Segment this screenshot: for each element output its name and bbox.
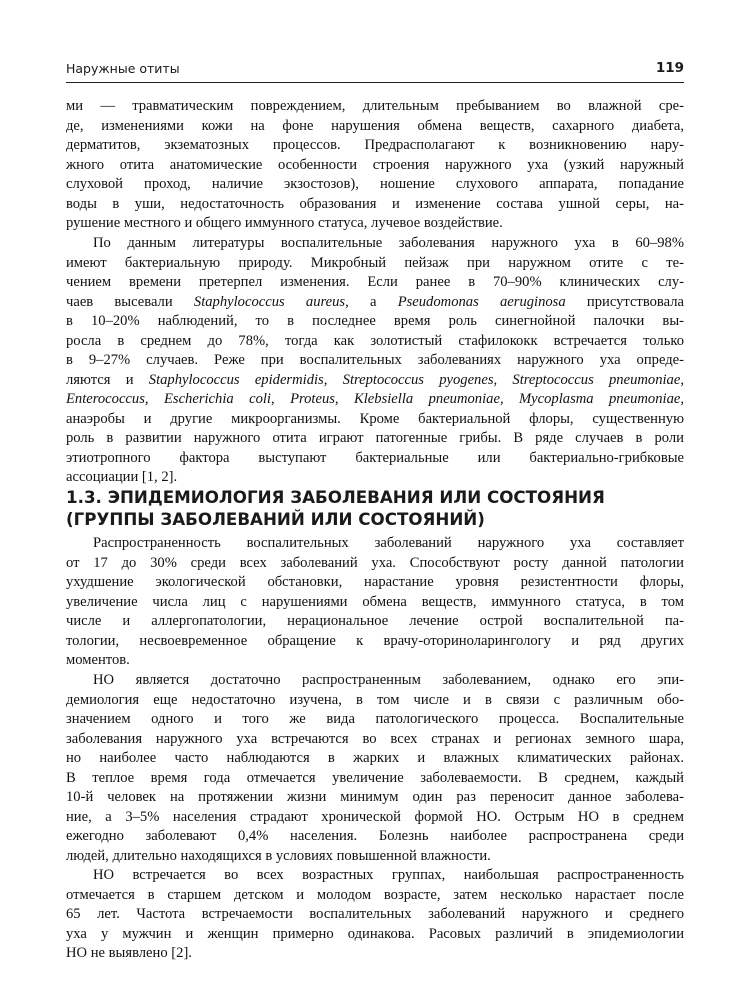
text-line mixed-line bbox=[66, 293, 684, 313]
species-name: Streptococcus pneumoniae bbox=[512, 371, 681, 388]
text-run: чаев высевали bbox=[66, 293, 194, 310]
text-run: , а bbox=[345, 293, 398, 310]
text-line: 65 лет. Частота встречаемости воспалительных заболеваний наружного и среднего bbox=[66, 906, 684, 922]
text-line: тологии, несвоевременное обращение к врачу-оториноларингологу и ряд других bbox=[66, 632, 684, 649]
species-name: Proteus bbox=[290, 391, 335, 407]
text-line: ежегодно заболевают 0,4% населения. Болезнь наиболее распространена среди bbox=[66, 828, 684, 844]
species-name: Pseudomonas aeruginosa bbox=[397, 293, 566, 310]
text-line: моментов. bbox=[66, 652, 130, 668]
species-name: Klebsiella pneumoniae bbox=[354, 391, 500, 407]
header-rule bbox=[66, 82, 684, 83]
paragraph-4 bbox=[66, 671, 684, 866]
text-line: ми — травматическим повреждением, длительным пребыванием во влажной сре- bbox=[66, 98, 684, 114]
text-line: этиотропного фактора выступают бактериальные или бактериально-грибковые bbox=[66, 449, 684, 466]
paragraph-5 bbox=[66, 866, 684, 964]
text-line: НО является достаточно распространенным заболеванием, однако его эпи- bbox=[93, 672, 684, 688]
paragraph-3 bbox=[66, 534, 684, 671]
text-line: ухудшение экологической обстановки, нарастание уровня резистентности флоры, bbox=[66, 574, 684, 590]
text-line: НО не выявлено [2]. bbox=[66, 945, 192, 961]
text-line: отмечается в старшем детском и молодом возрасте, затем несколько нарастает после bbox=[66, 886, 684, 903]
text-line: чением времени претерпел изменения. Если ранее в 70–90% клинических слу- bbox=[66, 274, 684, 290]
text-line: в 10–20% наблюдений, то в последнее время роль синегнойной палочки вы- bbox=[66, 313, 684, 329]
running-title: Наружные отиты bbox=[66, 61, 180, 76]
running-header bbox=[66, 58, 684, 80]
text-line: слуховой проход, наличие экзостозов), ношение слухового аппарата, попадание bbox=[66, 176, 684, 192]
text-line: заболевания наружного уха встречаются во всех странах и регионах земного шара, bbox=[66, 730, 684, 747]
paragraph-2 bbox=[66, 234, 684, 488]
text-line-italic-mixed: ляются и Staphylococcus epidermidis, Streptococcus pyogenes, Streptococcus pneumoniae, bbox=[66, 371, 684, 388]
text-line: воды в уши, недостаточность образования и изменение состава ушной серы, на- bbox=[66, 195, 684, 212]
text-line: 10-й человек на протяжении жизни минимум один раз переносит данное заболева- bbox=[66, 789, 684, 805]
text-line: ассоциации [1, 2]. bbox=[66, 469, 178, 485]
text-line: де, изменениями кожи на фоне нарушения обмена веществ, сахарного диабета, bbox=[66, 117, 684, 134]
text-line: значением одного и того же вида патологического процесса. Воспалительные bbox=[66, 711, 684, 727]
text-line: числе и аллергопатологии, нерациональное лечение острой воспалительной па- bbox=[66, 613, 684, 629]
species-name: Staphylococcus aureus bbox=[193, 293, 346, 310]
text-line: жного отита анатомические особенности строения наружного уха (узкий наружный bbox=[66, 156, 684, 173]
text-line: от 17 до 30% среди всех заболеваний уха. Способствуют росту данной патологии bbox=[66, 554, 684, 571]
text-line: роль в развитии наружного отита играют патогенные грибы. В ряде случаев в роли bbox=[66, 430, 684, 446]
text-line: Распространенность воспалительных заболеваний наружного уха составляет bbox=[93, 535, 684, 551]
text-line: росла в среднем до 78%, тогда как золотистый стафилококк встречается только bbox=[66, 332, 684, 349]
species-name: Mycoplasma pneumoniae bbox=[519, 391, 681, 407]
species-name: Staphylococcus epidermidis bbox=[148, 371, 324, 388]
text-line: дерматитов, экзематозных процессов. Предрасполагают к возникновению нару- bbox=[66, 137, 684, 153]
text-line: имеют бактериальную природу. Микробный пейзаж при наружном отите с те- bbox=[66, 254, 684, 271]
text-line: уха у мужчин и женщин примерно одинакова. Расовых различий в эпидемиологии bbox=[66, 925, 684, 942]
text-line: демиология еще недостаточно изучена, в том числе и в связи с различным обо- bbox=[66, 691, 684, 708]
text-line: увеличение числа лиц с нарушениями обмена веществ, иммунного статуса, в том bbox=[66, 593, 684, 610]
species-name: Escherichia coli bbox=[163, 391, 271, 407]
text-line-italic-mixed: Enterococcus, Escherichia coli, Proteus, Klebsiella pneumoniae, Mycoplasma pneumoniae, bbox=[66, 391, 684, 407]
text-line: ние, а 3–5% населения страдают хронической формой НО. Острым НО в среднем bbox=[66, 808, 684, 825]
text-line: По данным литературы воспалительные заболевания наружного уха в 60–98% bbox=[93, 235, 684, 251]
text-run: ляются и bbox=[66, 371, 149, 388]
section-heading-line: 1.3. ЭПИДЕМИОЛОГИЯ ЗАБОЛЕВАНИЯ ИЛИ СОСТОЯНИЯ bbox=[66, 487, 605, 507]
text-run: присутствовала bbox=[565, 293, 684, 310]
text-line: в 9–27% случаев. Реже при воспалительных заболеваниях наружного уха опреде- bbox=[66, 352, 684, 368]
paragraph-1 bbox=[66, 97, 684, 234]
species-name: Enterococcus bbox=[66, 391, 145, 407]
species-name: Streptococcus pyogenes bbox=[342, 371, 494, 388]
text-line: НО встречается во всех возрастных группах, наибольшая распространенность bbox=[93, 867, 684, 883]
text-line: В теплое время года отмечается увеличение заболеваемости. В среднем, каждый bbox=[66, 769, 684, 786]
text-line: рушение местного и общего иммунного статуса, лучевое воздействие. bbox=[66, 215, 503, 231]
section-heading-line: (ГРУППЫ ЗАБОЛЕВАНИЙ ИЛИ СОСТОЯНИЙ) bbox=[66, 509, 485, 529]
text-line: но наиболее часто наблюдаются в жарких и влажных климатических районах. bbox=[66, 750, 684, 766]
page-number: 119 bbox=[655, 60, 684, 76]
section-heading bbox=[66, 486, 684, 530]
text-line: людей, длительно находящихся в условиях повышенной влажности. bbox=[66, 847, 491, 864]
text-line: анаэробы и другие микроорганизмы. Кроме бактериальной флоры, существенную bbox=[66, 410, 684, 427]
